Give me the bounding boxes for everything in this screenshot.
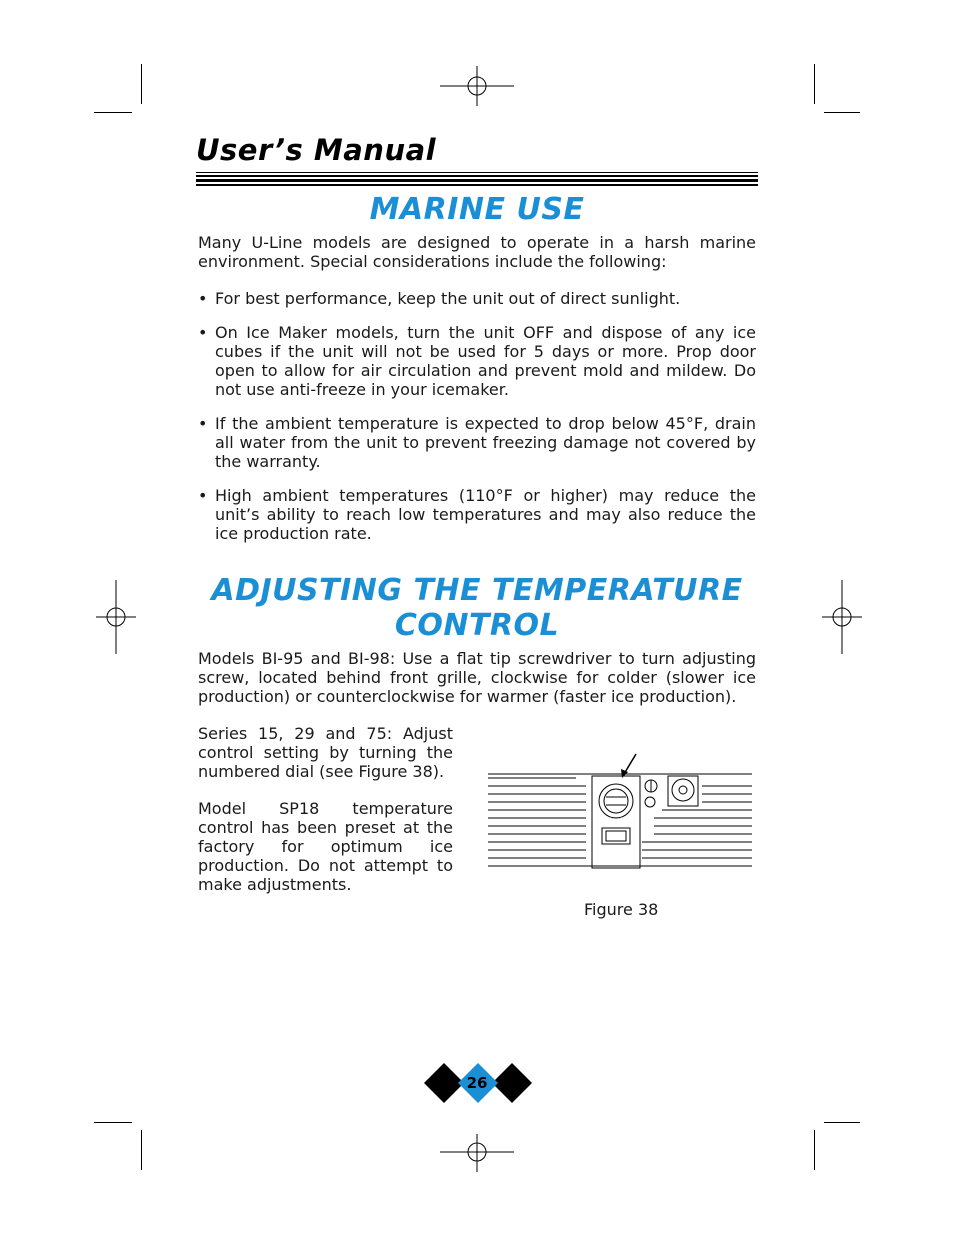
temperature-section-title-line1: ADJUSTING THE TEMPERATURE xyxy=(211,573,743,608)
page-number: 26 xyxy=(466,1074,488,1092)
switch-rocker xyxy=(606,831,626,841)
marine-bullet xyxy=(198,414,756,471)
marine-bullet xyxy=(198,289,756,308)
header-rule xyxy=(196,172,758,188)
registration-target-left xyxy=(96,580,136,654)
registration-target-bottom xyxy=(440,1134,514,1172)
registration-target-right xyxy=(822,580,862,654)
marine-bullet xyxy=(198,323,756,399)
grille-left xyxy=(488,786,586,858)
marine-bullet xyxy=(198,486,756,543)
bullet-text: High ambient temperatures (110°F or higher) may reduce the unit’s ability to reach low temperatures and may also reduce the ice production rate. xyxy=(215,486,756,543)
temperature-dial xyxy=(599,784,633,818)
bullet-text: On Ice Maker models, turn the unit OFF and dispose of any ice cubes if the unit will not be used for 5 days or more. Prop door open to allow for air circulation and prevent mold and mildew. Do not use anti-freeze in your icemaker. xyxy=(215,323,756,399)
marine-section-title: MARINE USE xyxy=(369,192,585,227)
indicator-light xyxy=(645,780,657,792)
series-paragraph: Series 15, 29 and 75: Adjust control setting by turning the numbered dial (see Figure 38). xyxy=(198,724,453,781)
grille-right xyxy=(642,786,752,858)
marine-intro: Many U-Line models are designed to operate in a harsh marine environment. Special considerations include the following: xyxy=(198,233,756,271)
control-panel xyxy=(592,776,640,868)
sp18-paragraph: Model SP18 temperature control has been preset at the factory for optimum ice production. Do not attempt to make adjustments. xyxy=(198,799,453,894)
light-lens xyxy=(645,797,655,807)
models-paragraph: Models BI-95 and BI-98: Use a flat tip screwdriver to turn adjusting screw, located behind front grille, clockwise for colder (slower ice production) or counterclockwise for warmer (faster ice production). xyxy=(198,649,756,706)
bullet-dot: • xyxy=(198,414,208,433)
manual-title: User’s Manual xyxy=(196,133,437,167)
figure-caption: Figure 38 xyxy=(584,900,659,919)
bullet-dot: • xyxy=(198,289,208,308)
figure-38-illustration xyxy=(484,748,756,872)
bullet-dot: • xyxy=(198,486,208,505)
registration-target-top xyxy=(440,66,514,106)
bullet-dot: • xyxy=(198,323,208,342)
temperature-section-title-line2: CONTROL xyxy=(394,608,560,643)
bullet-text: If the ambient temperature is expected to drop below 45°F, drain all water from the unit to prevent freezing damage not covered by the warranty. xyxy=(215,414,756,471)
bullet-text: For best performance, keep the unit out of direct sunlight. xyxy=(215,289,681,308)
